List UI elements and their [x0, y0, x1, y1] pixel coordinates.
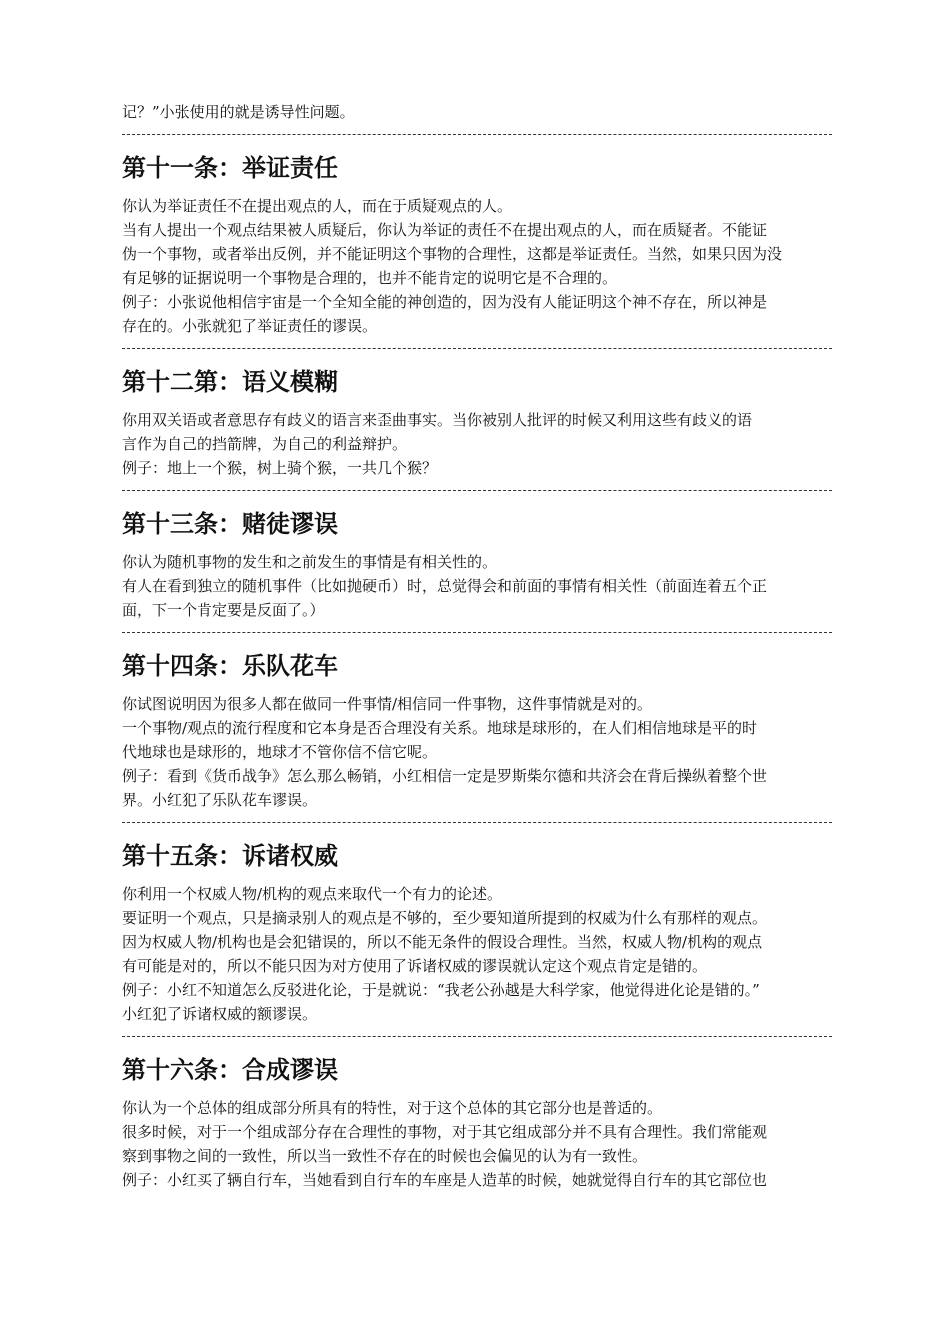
dashed-separator: [122, 124, 832, 146]
paragraph-line: 有可能是对的，所以不能只因为对方使用了诉诸权威的谬误就认定这个观点肯定是错的。: [122, 957, 708, 975]
paragraph-line: 例子：小红不知道怎么反驳进化论，于是就说：“我老公孙越是大科学家，他觉得进化论是错的。”: [122, 981, 760, 999]
paragraph-line: 例子：地上一个猴，树上骑个猴，一共几个猴？: [122, 459, 438, 477]
paragraph-line: 例子：小张说他相信宇宙是一个全知全能的神创造的，因为没有人能证明这个神不存在，所以神是: [122, 293, 768, 311]
section-title: 第十五条：诉诸权威: [122, 842, 338, 870]
section-12: [122, 366, 832, 480]
dashed-separator: [122, 480, 832, 502]
dashed-separator: [122, 622, 832, 644]
section-13: [122, 508, 832, 622]
section-title: 第十二第：语义模糊: [122, 368, 338, 396]
section-title: 第十六条：合成谬误: [122, 1056, 338, 1084]
paragraph-line: 有足够的证据说明一个事物是合理的，也并不能肯定的说明它是不合理的。: [122, 269, 618, 287]
section-title: 第十一条：举证责任: [122, 154, 338, 182]
paragraph-line: 很多时候，对于一个组成部分存在合理性的事物，对于其它组成部分并不具有合理性。我们常能观: [122, 1123, 768, 1141]
paragraph-line: 例子：小红买了辆自行车，当她看到自行车的车座是人造革的时候，她就觉得自行车的其它部位也: [122, 1171, 768, 1189]
paragraph-line: 要证明一个观点，只是摘录别人的观点是不够的，至少要知道所提到的权威为什么有那样的观点。: [122, 909, 768, 927]
paragraph-line: 你认为举证责任不在提出观点的人，而在于质疑观点的人。: [122, 197, 513, 215]
paragraph-line: 当有人提出一个观点结果被人质疑后，你认为举证的责任不在提出观点的人，而在质疑者。不能证: [122, 221, 768, 239]
section-15: [122, 840, 832, 1026]
paragraph-line: 你认为一个总体的组成部分所具有的特性，对于这个总体的其它部分也是普适的。: [122, 1099, 663, 1117]
paragraph-line: 你试图说明因为很多人都在做同一件事情/相信同一件事物，这件事情就是对的。: [122, 695, 653, 713]
section-16: [122, 1054, 832, 1192]
paragraph-line: 面，下一个肯定要是反面了。）: [122, 601, 325, 619]
paragraph-line: 界。小红犯了乐队花车谬误。: [122, 791, 318, 809]
dashed-separator: [122, 1026, 832, 1048]
paragraph-line: 存在的。小张就犯了举证责任的谬误。: [122, 317, 378, 335]
section-title: 第十三条：赌徒谬误: [122, 510, 338, 538]
paragraph-line: 代地球也是球形的，地球才不管你信不信它呢。: [122, 743, 438, 761]
paragraph-line: 有人在看到独立的随机事件（比如抛硬币）时，总觉得会和前面的事情有相关性（前面连着五个正: [122, 577, 768, 595]
section-title: 第十四条：乐队花车: [122, 652, 338, 680]
paragraph-line: 你利用一个权威人物/机构的观点来取代一个有力的论述。: [122, 885, 503, 903]
paragraph-line: 察到事物之间的一致性，所以当一致性不存在的时候也会偏见的认为有一致性。: [122, 1147, 648, 1165]
paragraph-line: 你用双关语或者意思存有歧义的语言来歪曲事实。当你被别人批评的时候又利用这些有歧义的语: [122, 411, 753, 429]
paragraph-line: 言作为自己的挡箭牌，为自己的利益辩护。: [122, 435, 408, 453]
paragraph-line: 一个事物/观点的流行程度和它本身是否合理没有关系。地球是球形的，在人们相信地球是平的时: [122, 719, 758, 737]
paragraph-line: 因为权威人物/机构也是会犯错误的，所以不能无条件的假设合理性。当然，权威人物/机构的观点: [122, 933, 763, 951]
dashed-separator: [122, 338, 832, 360]
paragraph-line: 你认为随机事物的发生和之前发生的事情是有相关性的。: [122, 553, 498, 571]
dashed-separator: [122, 812, 832, 834]
document-page: [122, 100, 832, 1192]
section-11: [122, 152, 832, 338]
paragraph-line: 例子：看到《货币战争》怎么那么畅销，小红相信一定是罗斯柴尔德和共济会在背后操纵着整个世: [122, 767, 768, 785]
paragraph-line: 伪一个事物，或者举出反例，并不能证明这个事物的合理性，这都是举证责任。当然，如果只因为没: [122, 245, 783, 263]
paragraph-line: 小红犯了诉诸权威的额谬误。: [122, 1005, 318, 1023]
intro-line: 记？”小张使用的就是诱导性问题。: [122, 103, 355, 121]
section-14: [122, 650, 832, 812]
